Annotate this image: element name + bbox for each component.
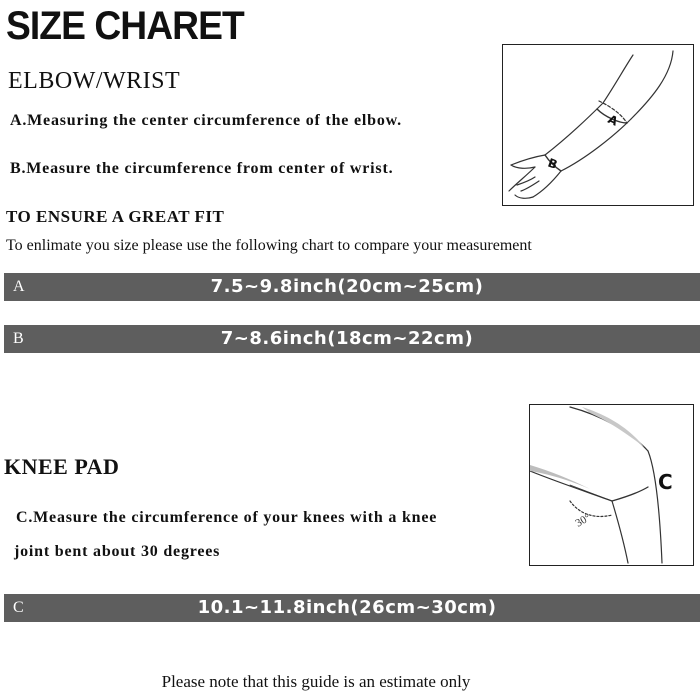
size-row-letter: B [13, 330, 24, 347]
knee-heading: KNEE PAD [4, 454, 120, 479]
elbow-wrist-heading: ELBOW/WRIST [8, 68, 181, 94]
size-row-value: 10.1~11.8inch(26cm~30cm) [197, 597, 497, 618]
instruction-c-line2: joint bent about 30 degrees [14, 543, 221, 560]
page-title: SIZE CHARET [6, 4, 244, 48]
arm-diagram [502, 44, 694, 206]
footer-note: Please note that this guide is an estimate only [161, 672, 471, 691]
arm-illustration [503, 45, 692, 204]
size-row-a [4, 273, 700, 301]
instruction-a: A.Measuring the center circumference of the elbow. [10, 112, 402, 129]
label-c: C [658, 470, 673, 494]
size-row-value: 7~8.6inch(18cm~22cm) [220, 328, 474, 349]
label-b: B [545, 155, 560, 172]
size-row-letter: A [13, 278, 25, 295]
instruction-c-line1: C.Measure the circumference of your knees with a knee [16, 509, 438, 526]
knee-illustration [530, 405, 692, 564]
fit-heading: TO ENSURE A GREAT FIT [6, 207, 225, 226]
size-row-b [4, 325, 700, 353]
knee-diagram [529, 404, 694, 566]
label-a: A [605, 112, 621, 129]
fit-text: To enlimate you size please use the following chart to compare your measurement [6, 237, 532, 254]
angle-label: 30° [573, 511, 593, 530]
instruction-b: B.Measure the circumference from center of wrist. [10, 160, 394, 177]
size-row-c [4, 594, 700, 622]
size-row-value: 7.5~9.8inch(20cm~25cm) [210, 276, 484, 297]
size-row-letter: C [13, 599, 24, 616]
